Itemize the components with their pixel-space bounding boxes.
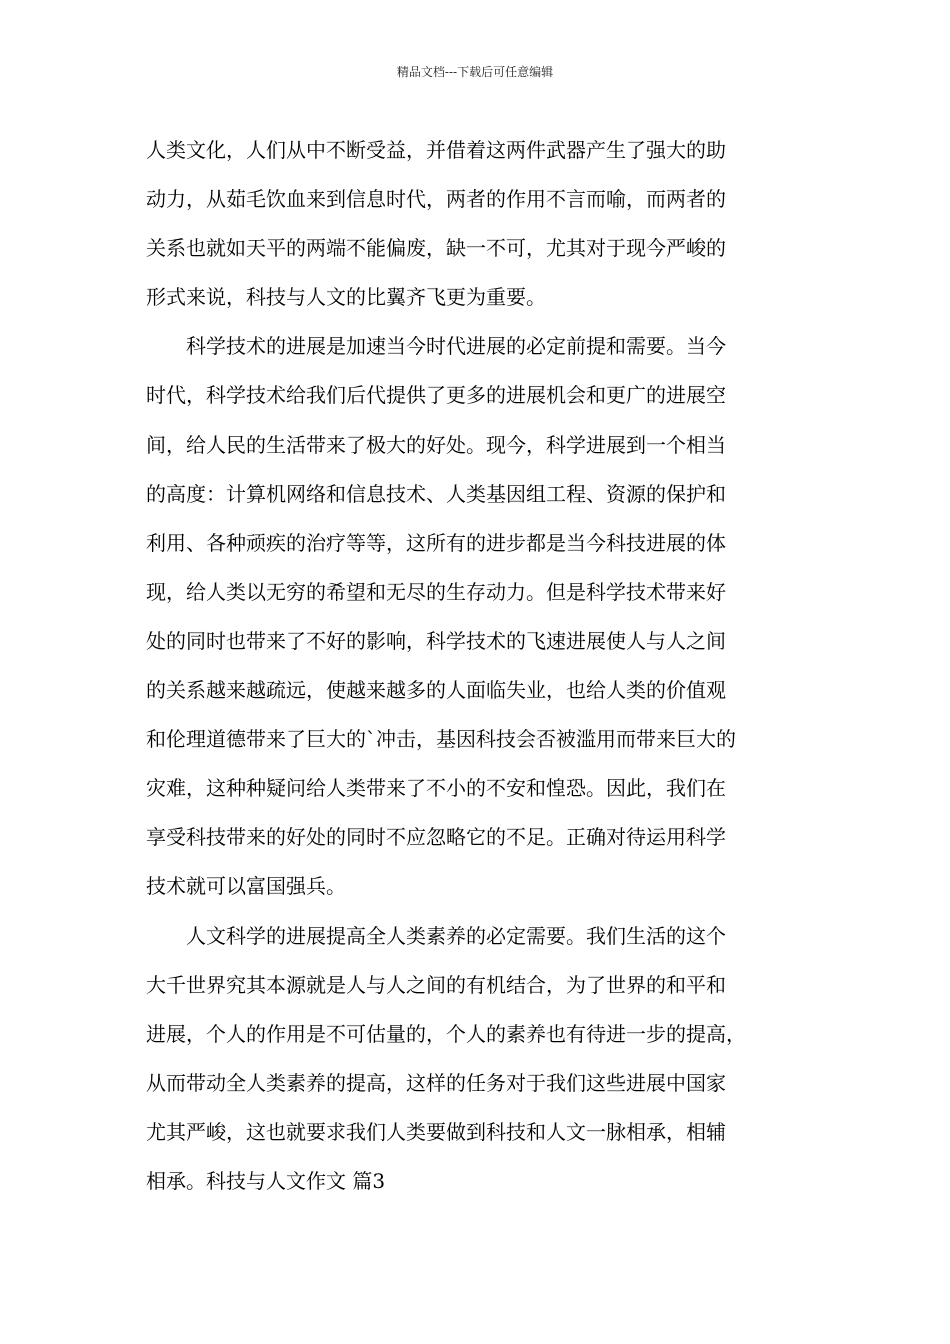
text-line: 形式来说，科技与人文的比翼齐飞更为重要。 <box>146 285 546 310</box>
paragraph-start-line: 科学技术的进展是加速当今时代进展的必定前提和需要。当今 <box>186 334 726 359</box>
text-line: 灾难，这种种疑问给人类带来了不小的不安和惶恐。因此，我们在 <box>146 776 726 801</box>
text-line: 的高度：计算机网络和信息技术、人类基因组工程、资源的保护和 <box>146 481 726 506</box>
text-line: 人类文化，人们从中不断受益，并借着这两件武器产生了强大的助 <box>146 138 726 162</box>
text-line: 技术就可以富国强兵。 <box>146 874 346 899</box>
text-line: 享受科技带来的好处的同时不应忽略它的不足。正确对待运用科学 <box>146 825 726 850</box>
text-line: 和伦理道德带来了巨大的`冲击，基因科技会否被滥用而带来巨大的 <box>146 727 736 752</box>
text-line: 进展，个人的作用是不可估量的，个人的素养也有待进一步的提高， <box>146 1021 746 1046</box>
text-line: 的关系越来越疏远，使越来越多的人面临失业，也给人类的价值观 <box>146 678 726 703</box>
text-line: 利用、各种顽疾的治疗等等，这所有的进步都是当今科技进展的体 <box>146 530 726 555</box>
page-header: 精品文档---下载后可任意编辑 <box>396 65 554 79</box>
document-body <box>146 126 806 1206</box>
text-line: 动力，从茹毛饮血来到信息时代，两者的作用不言而喻，而两者的 <box>146 187 726 212</box>
text-line: 现，给人类以无穷的希望和无尽的生存动力。但是科学技术带来好 <box>146 579 726 604</box>
text-line: 间，给人民的生活带来了极大的好处。现今，科学进展到一个相当 <box>146 432 726 457</box>
text-line: 相承。科技与人文作文 篇3 <box>146 1168 386 1193</box>
text-line: 从而带动全人类素养的提高，这样的任务对于我们这些进展中国家 <box>146 1070 726 1095</box>
paragraph-start-line: 人文科学的进展提高全人类素养的必定需要。我们生活的这个 <box>186 923 726 948</box>
text-line: 尤其严峻，这也就要求我们人类要做到科技和人文一脉相承，相辅 <box>146 1119 726 1144</box>
text-line: 大千世界究其本源就是人与人之间的有机结合，为了世界的和平和 <box>146 972 726 997</box>
text-line: 关系也就如天平的两端不能偏废，缺一不可，尤其对于现今严峻的 <box>146 236 726 261</box>
text-line: 处的同时也带来了不好的影响，科学技术的飞速进展使人与人之间 <box>146 628 726 653</box>
text-line: 时代，科学技术给我们后代提供了更多的进展机会和更广的进展空 <box>146 383 726 408</box>
